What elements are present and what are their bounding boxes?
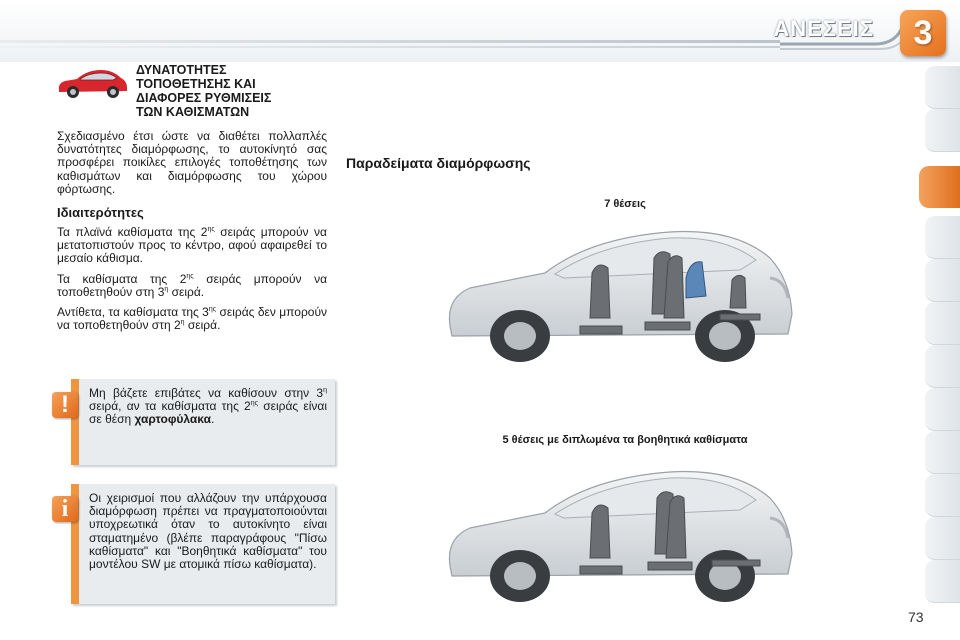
chapter-tab[interactable] — [925, 517, 960, 560]
chapter-number-badge: 3 — [900, 10, 946, 56]
features-heading: Ιδιαιτερότητες — [57, 205, 144, 220]
config-label-5-seats: 5 θέσεις με διπλωμένα τα βοηθητικά καθίσματα — [502, 434, 748, 446]
chapter-tab[interactable] — [925, 431, 960, 474]
chapter-tab[interactable] — [925, 388, 960, 431]
car-7-seats-illustration — [440, 218, 810, 368]
car-5-seats-illustration — [440, 454, 810, 609]
chapter-tab[interactable] — [925, 66, 960, 109]
red-car-icon — [55, 66, 131, 100]
chapter-tab[interactable] — [925, 302, 960, 345]
exclamation-icon: ! — [52, 392, 78, 418]
chapter-tab[interactable] — [925, 560, 960, 603]
chapter-tab[interactable] — [925, 109, 960, 152]
config-label-7-seats: 7 θέσεις — [604, 198, 646, 210]
chapter-tab[interactable] — [925, 345, 960, 388]
section-title-line: ΤΩΝ ΚΑΘΙΣΜΑΤΩΝ — [136, 105, 250, 119]
chapter-title: ΑΝΕΣΕΙΣ — [773, 16, 874, 41]
chapter-tab-active[interactable] — [919, 166, 960, 208]
info-box — [71, 484, 335, 604]
section-title-line: ΔΥΝΑΤΟΤΗΤΕΣ — [136, 63, 227, 77]
chapter-tab[interactable] — [925, 474, 960, 517]
info-text: Οι χειρισμοί που αλλάζουν την υπάρχουσα διαμόρφωση πρέπει να πραγματοποιούνται υποχρεωτικά όταν το αυτοκίνητο είναι σταματημένο (βλέπε παραγράφους "Πίσω καθίσματα" και "Βοηθητικά καθίσματα" του μοντέλου SW με ατομικά πίσω καθίσματα). — [89, 491, 327, 572]
header-stripe-thin — [0, 46, 780, 48]
warning-box — [71, 379, 335, 465]
header-band — [0, 0, 960, 62]
examples-heading: Παραδείματα διαμόρφωσης — [346, 155, 531, 171]
feature-paragraph-3: Αντίθετα, τα καθίσματα της $3^{\eta\varsigma}$ σειράς δεν μπορούν να τοποθετηθούν στη $2^\eta$ σειρά. — [57, 305, 328, 333]
intro-paragraph: Σχεδιασμένο έτσι ώστε να διαθέτει πολλαπλές δυνατότητες διαμόρφωσης, το αυτοκίνητό σας προσφέρει ποικίλες επιλογές τοποθέτησης των καθισμάτων και διαμόρφωσης του χώρου φόρτωσης. — [57, 129, 327, 196]
section-title — [136, 63, 336, 119]
warning-text: Μη βάζετε επιβάτες να καθίσουν στην $3^\eta$ σειρά, αν τα καθίσματα της $2^{\eta\varsigma}$ σειράς είναι σε θέση χαρτοφύλακα. — [89, 386, 327, 427]
feature-paragraph-1: Τα πλαϊνά καθίσματα της $2^{\eta\varsigma}$ σειράς μπορούν να μετατοπιστούν προς το κέντρο, αφού αφαιρεθεί το μεσαίο κάθισμα. — [57, 225, 327, 266]
chapter-tab[interactable] — [925, 216, 960, 259]
section-title-line: ΔΙΑΦΟΡΕΣ ΡΥΘΜΙΣΕΙΣ — [136, 91, 272, 105]
header-stripe — [0, 40, 780, 43]
chapter-tabs — [925, 66, 960, 606]
chapter-tab[interactable] — [925, 259, 960, 302]
page-number: 73 — [908, 609, 924, 625]
info-icon: i — [52, 496, 78, 522]
feature-paragraph-2: Τα καθίσματα της $2^{\eta\varsigma}$ σειράς μπορούν να τοποθετηθούν στη $3^\eta$ σειρά. — [57, 272, 328, 300]
section-title-line: ΤΟΠΟΘΕΤΗΣΗΣ ΚΑΙ — [136, 77, 256, 91]
